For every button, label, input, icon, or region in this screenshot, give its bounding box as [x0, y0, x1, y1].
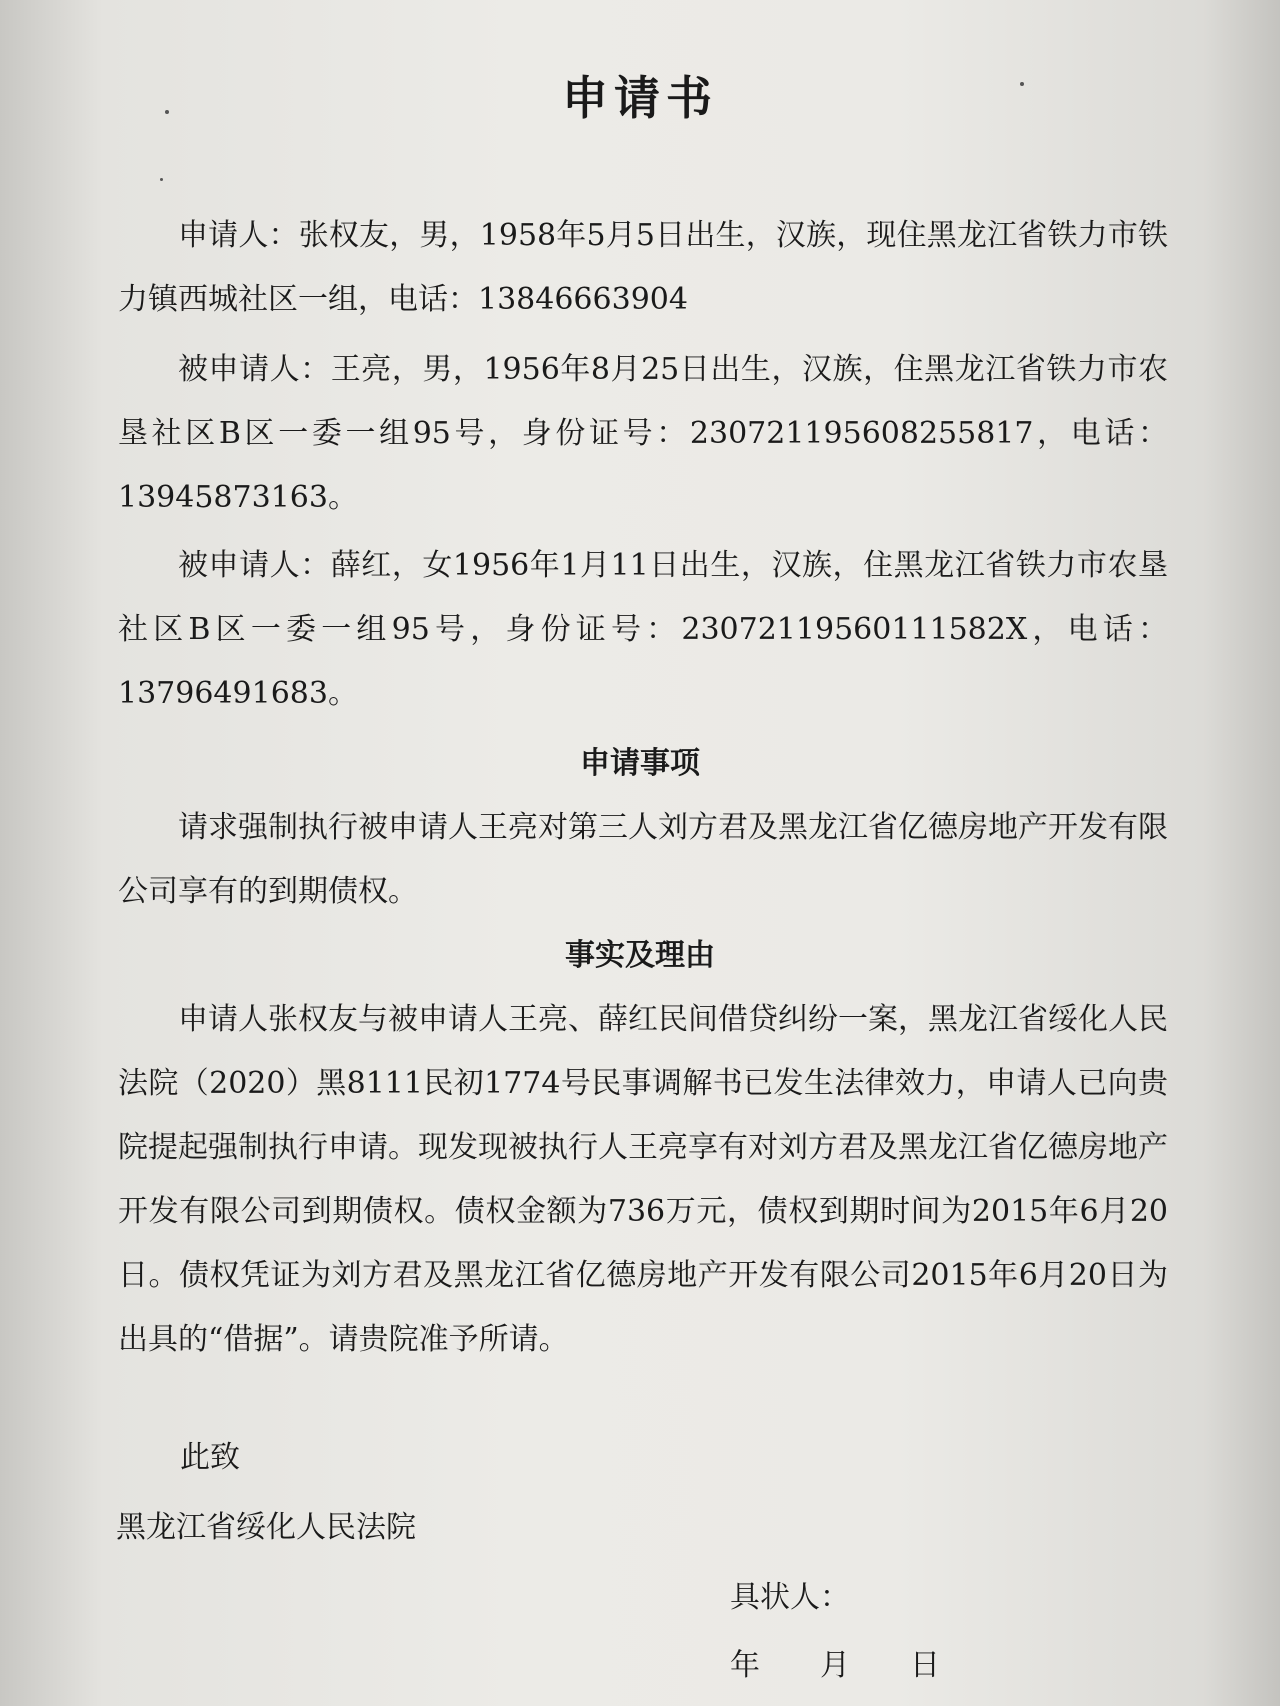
signature-label: 具状人：	[730, 1580, 850, 1615]
date-label: 年 月 日	[730, 1648, 940, 1683]
court-addressee: 黑龙江省绥化人民法院	[116, 1510, 416, 1545]
request-paragraph	[118, 796, 1168, 924]
facts-paragraph	[118, 988, 1168, 1372]
respondent-1-text: 被申请人：王亮，男，1956年8月25日出生，汉族，住黑龙江省铁力市农垦社区B区一委一组95号，身份证号：230721195608255817，电话：13945873163。	[118, 352, 1168, 515]
applicant-paragraph	[118, 204, 1168, 332]
scan-speck	[160, 178, 163, 181]
facts-text: 申请人张权友与被申请人王亮、薛红民间借贷纠纷一案，黑龙江省绥化人民法院（2020）黑8111民初1774号民事调解书已发生法律效力，申请人已向贵院提起强制执行申请。现发现被执行人王亮享有对刘方君及黑龙江省亿德房地产开发有限公司到期债权。债权金额为736万元，债权到期时间为2015年6月20日。债权凭证为刘方君及黑龙江省亿德房地产开发有限公司2015年6月20日为出具的“借据”。请贵院准予所请。	[118, 1002, 1168, 1357]
respondent-2-text: 被申请人：薛红，女1956年1月11日出生，汉族，住黑龙江省铁力市农垦社区B区一委一组95号，身份证号：23072119560111582X，电话：13796491683。	[118, 548, 1168, 711]
request-text: 请求强制执行被申请人王亮对第三人刘方君及黑龙江省亿德房地产开发有限公司享有的到期债权。	[118, 810, 1168, 909]
document-title: 申请书	[562, 71, 718, 125]
respondent-1-paragraph	[118, 338, 1168, 530]
respondent-2-paragraph	[118, 534, 1168, 726]
closing-text: 此致	[180, 1440, 240, 1475]
applicant-text: 申请人：张权友，男，1958年5月5日出生，汉族，现住黑龙江省铁力市铁力镇西城社区一组，电话：13846663904	[118, 218, 1168, 317]
section-heading-request: 申请事项	[580, 746, 700, 781]
section-heading-facts: 事实及理由	[565, 938, 715, 973]
